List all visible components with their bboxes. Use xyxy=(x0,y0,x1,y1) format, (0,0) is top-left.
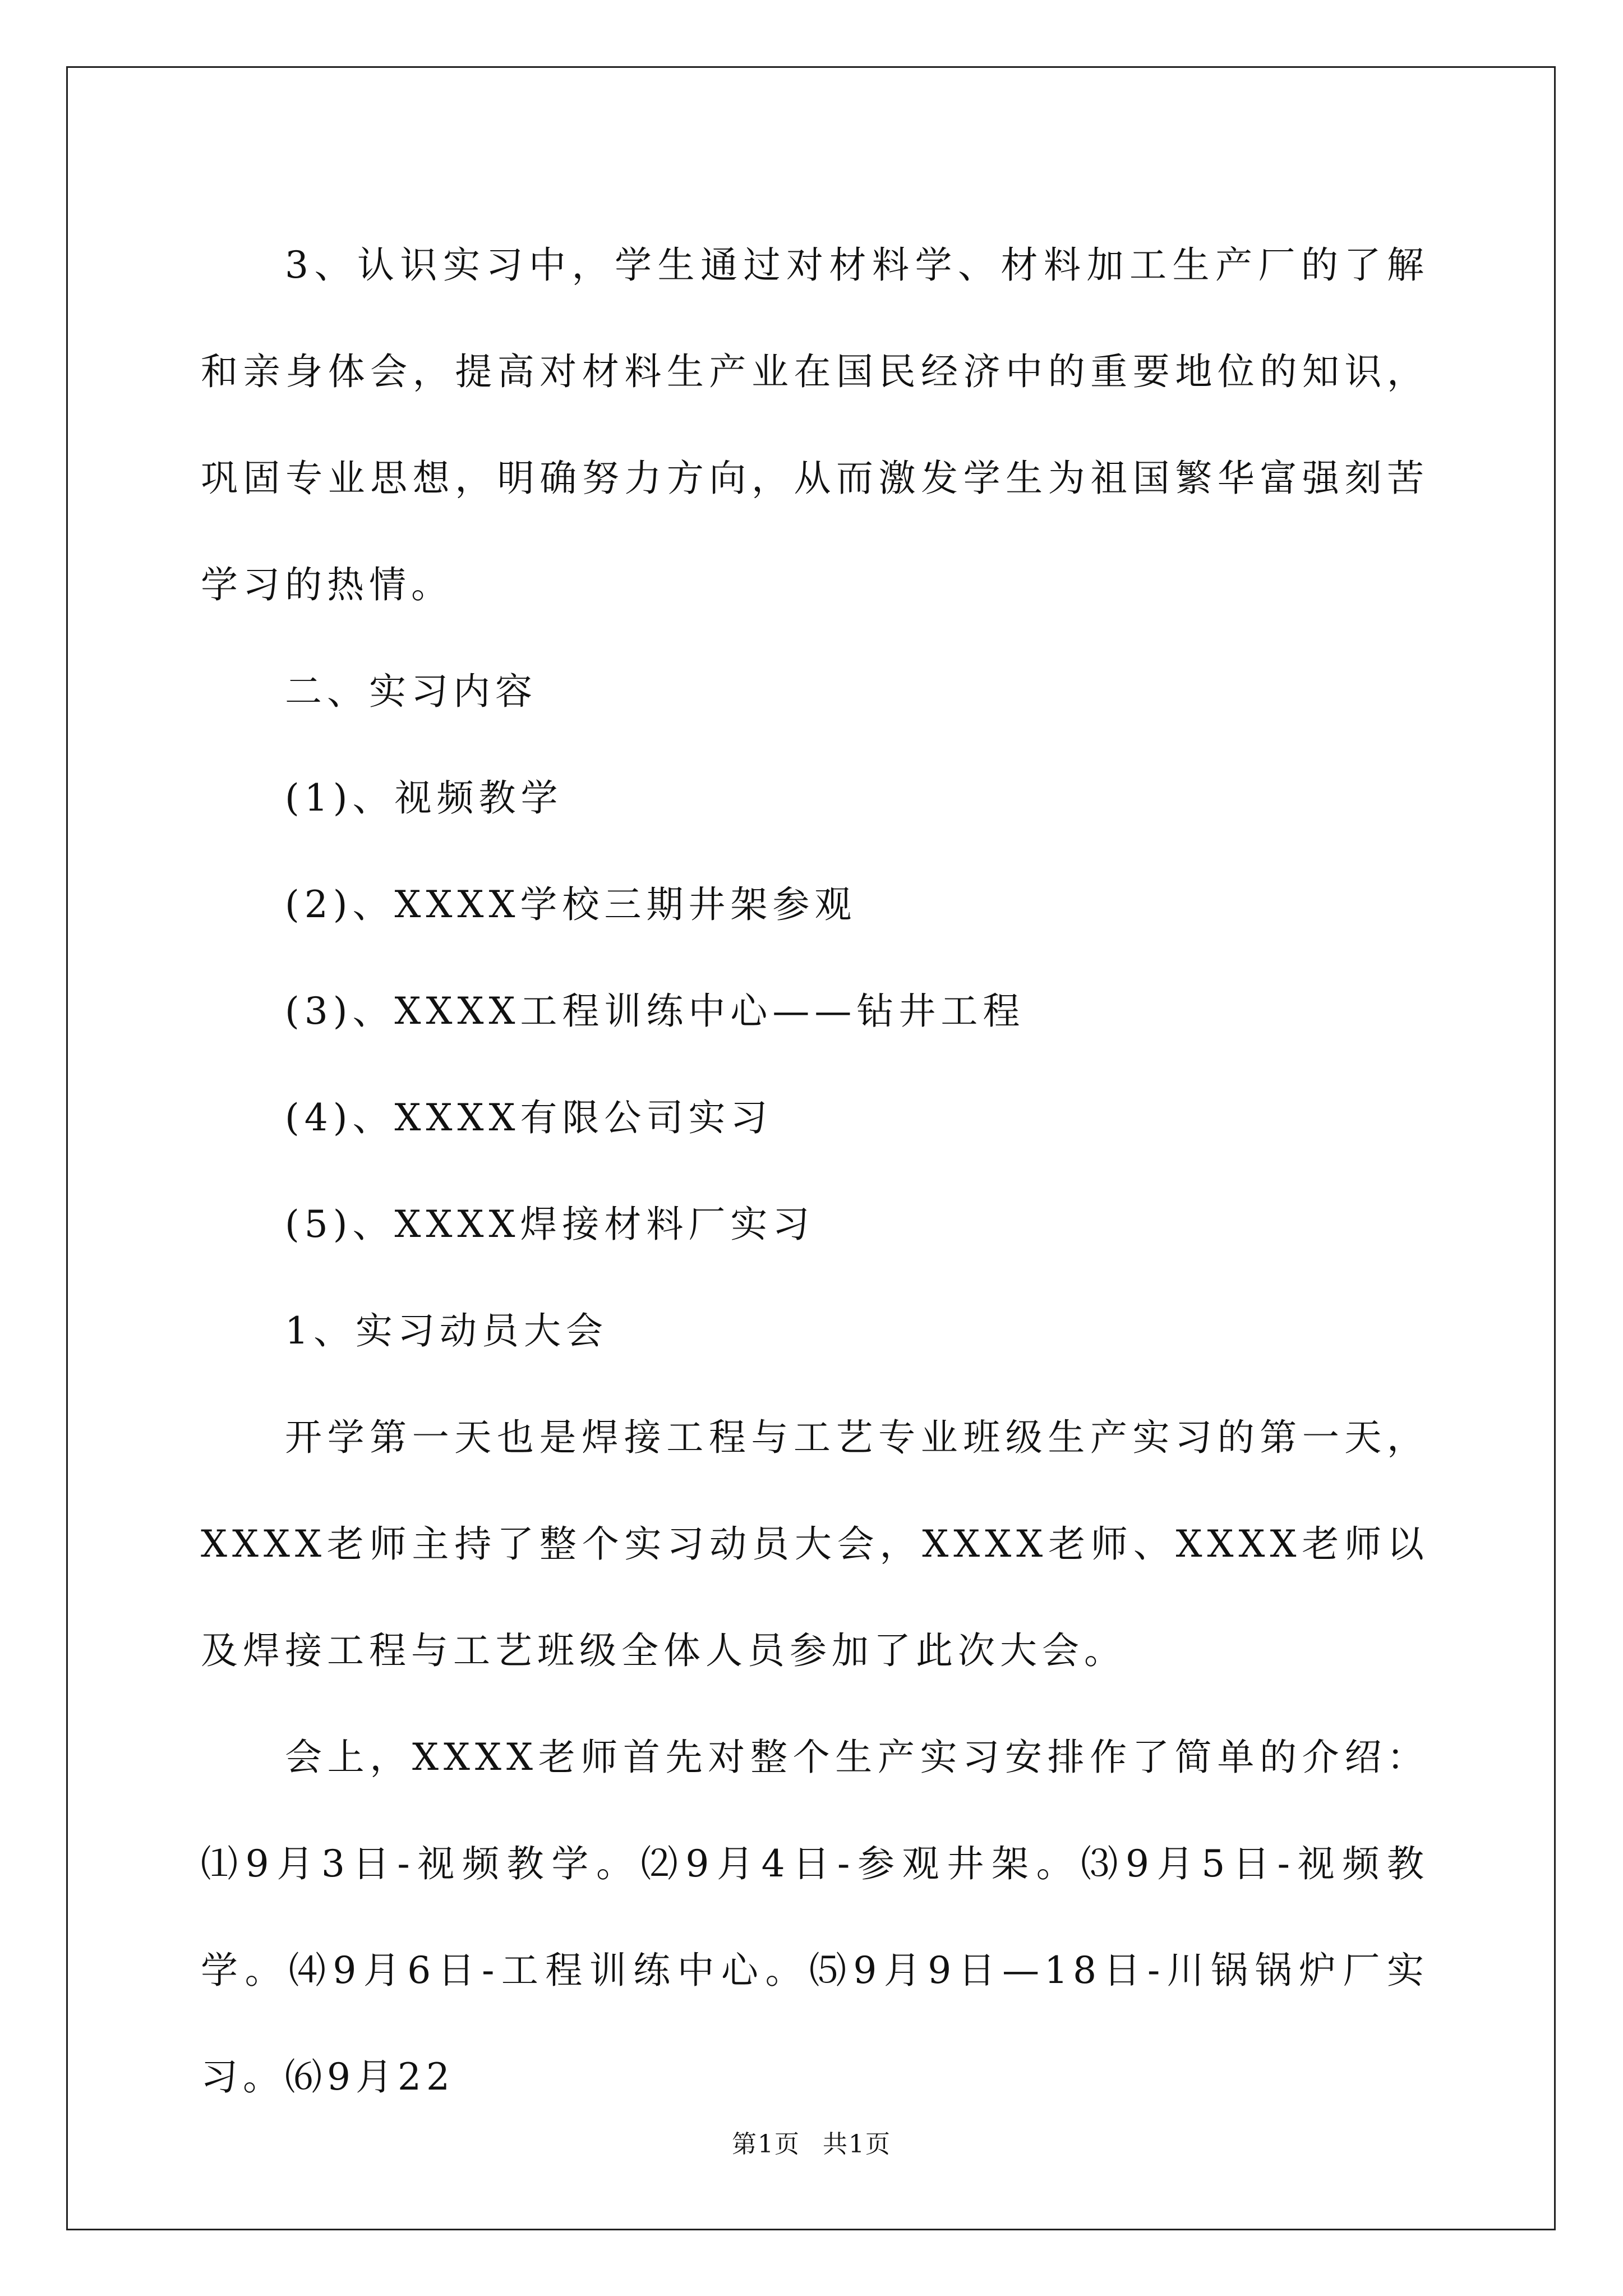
page-number: 第1页 xyxy=(732,2130,800,2159)
paragraph-objective-3: 3、认识实习中，学生通过对材料学、材料加工生产厂的了解和亲身体会，提高对材料生产业在国民经济中的重要地位的知识，巩固专业思想，明确努力方向，从而激发学生为祖国繁华富强刻苦学习的热情。 xyxy=(201,243,1429,606)
paragraph-meeting-intro: 开学第一天也是焊接工程与工艺专业班级生产实习的第一天，XXXX老师主持了整个实习动员大会，XXXX老师、XXXX老师以及焊接工程与工艺班级全体人员参加了此次大会。 xyxy=(201,1416,1429,1672)
section-heading-content: 二、实习内容 xyxy=(285,670,537,713)
paragraph-schedule: 会上，XXXX老师首先对整个生产实习安排作了简单的介绍：⑴9月3日-视频教学。⑵9月4日-参观井架。⑶9月5日-视频教学。⑷9月6日-工程训练中心。⑸9月9日—18日-川锅锅炉厂实习。⑹9月22 xyxy=(201,1736,1429,2099)
list-item: (4)、XXXX有限公司实习 xyxy=(285,1096,773,1139)
page-total: 共1页 xyxy=(823,2130,891,2159)
list-item: (5)、XXXX焊接材料厂实习 xyxy=(285,1203,815,1246)
page-footer xyxy=(0,2124,1623,2160)
list-item: (3)、XXXX工程训练中心——钻井工程 xyxy=(285,990,1025,1033)
document-body xyxy=(201,212,1429,2131)
list-item: (1)、视频教学 xyxy=(285,776,563,820)
subheading-mobilization-meeting: 1、实习动员大会 xyxy=(285,1309,608,1352)
list-item: (2)、XXXX学校三期井架参观 xyxy=(285,883,857,926)
